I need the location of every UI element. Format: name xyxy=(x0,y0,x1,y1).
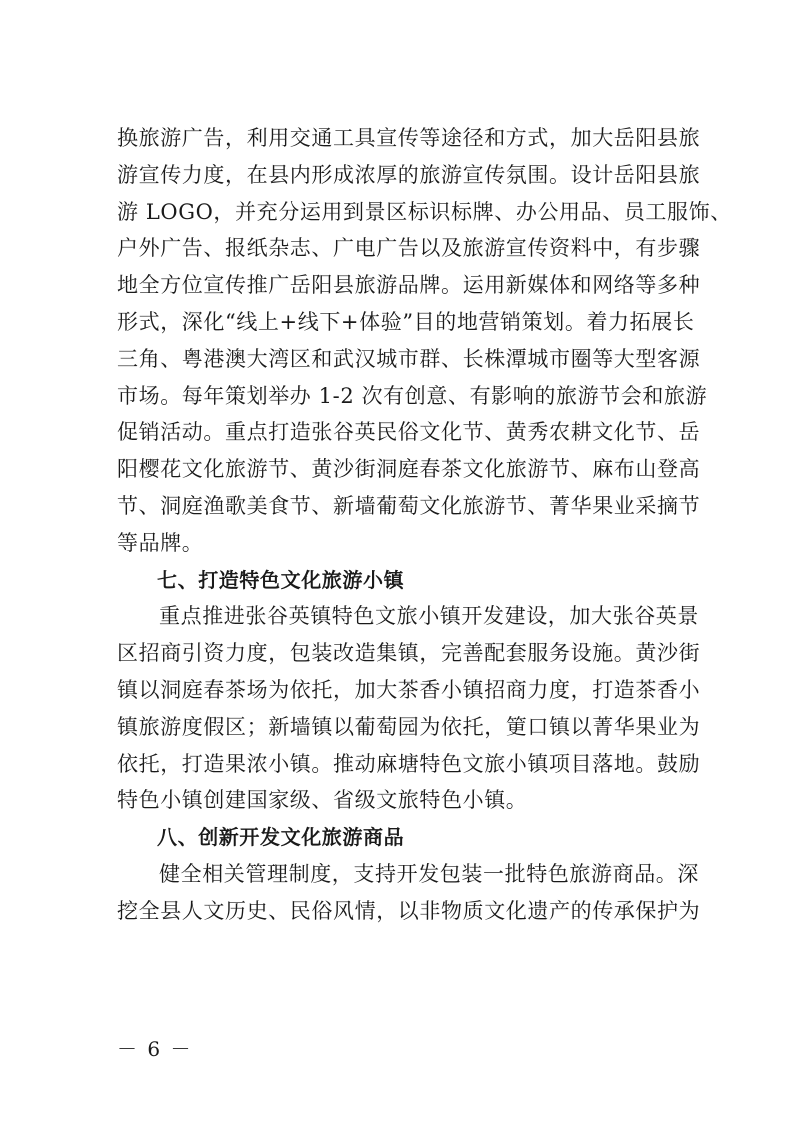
text-line: 三角、粤港澳大湾区和武汉城市群、长株潭城市圈等大型客源 xyxy=(117,346,701,371)
text-line: 节、洞庭渔歌美食节、新墙葡萄文化旅游节、菁华果业采摘节 xyxy=(117,493,701,518)
text-line: 促销活动。重点打造张谷英民俗文化节、黄秀农耕文化节、岳 xyxy=(117,420,701,445)
text-line: 镇以洞庭春茶场为依托，加大茶香小镇招商力度，打造茶香小 xyxy=(117,677,701,702)
paragraph-tourism-promotion xyxy=(117,120,732,562)
text-line: 市场。每年策划举办 1-2 次有创意、有影响的旅游节会和旅游 xyxy=(117,383,708,408)
text-line: 游宣传力度，在县内形成浓厚的旅游宣传氛围。设计岳阳县旅 xyxy=(117,162,701,187)
text-line: 地全方位宣传推广岳阳县旅游品牌。运用新媒体和网络等多种 xyxy=(117,273,701,298)
text-line: 换旅游广告，利用交通工具宣传等途径和方式，加大岳阳县旅 xyxy=(117,126,701,150)
text-line: 依托，打造果浓小镇。推动麻塘特色文旅小镇项目落地。鼓励 xyxy=(117,751,701,776)
text-line: 阳樱花文化旅游节、黄沙街洞庭春茶文化旅游节、麻布山登高 xyxy=(117,457,701,482)
text-line: 区招商引资力度，包装改造集镇，完善配套服务设施。黄沙街 xyxy=(117,641,701,666)
section-heading-8: 八、创新开发文化旅游商品 xyxy=(157,825,405,850)
paragraph-featured-towns xyxy=(117,598,701,819)
text-line: 形式，深化“线上+线下+体验”目的地营销策划。着力拓展长 xyxy=(117,309,695,334)
text-line: 挖全县人文历史、民俗风情，以非物质文化遗产的传承保护为 xyxy=(117,898,701,923)
text-line: 健全相关管理制度，支持开发包装一批特色旅游商品。深 xyxy=(159,861,699,886)
section-heading-7: 七、打造特色文化旅游小镇 xyxy=(157,567,405,592)
paragraph-tourism-products xyxy=(117,856,701,930)
text-line: 特色小镇创建国家级、省级文旅特色小镇。 xyxy=(117,788,528,813)
text-line: 镇旅游度假区；新墙镇以葡萄园为依托，筻口镇以菁华果业为 xyxy=(117,714,701,739)
text-line: 游 LOGO，并充分运用到景区标识标牌、办公用品、员工服饰、 xyxy=(117,199,732,224)
document-body xyxy=(117,120,732,930)
page-number: － 6 － xyxy=(117,1037,193,1061)
text-line: 户外广告、报纸杂志、广电广告以及旅游宣传资料中，有步骤 xyxy=(117,236,701,261)
text-line: 重点推进张谷英镇特色文旅小镇开发建设，加大张谷英景 xyxy=(159,604,699,629)
text-line: 等品牌。 xyxy=(117,530,204,555)
